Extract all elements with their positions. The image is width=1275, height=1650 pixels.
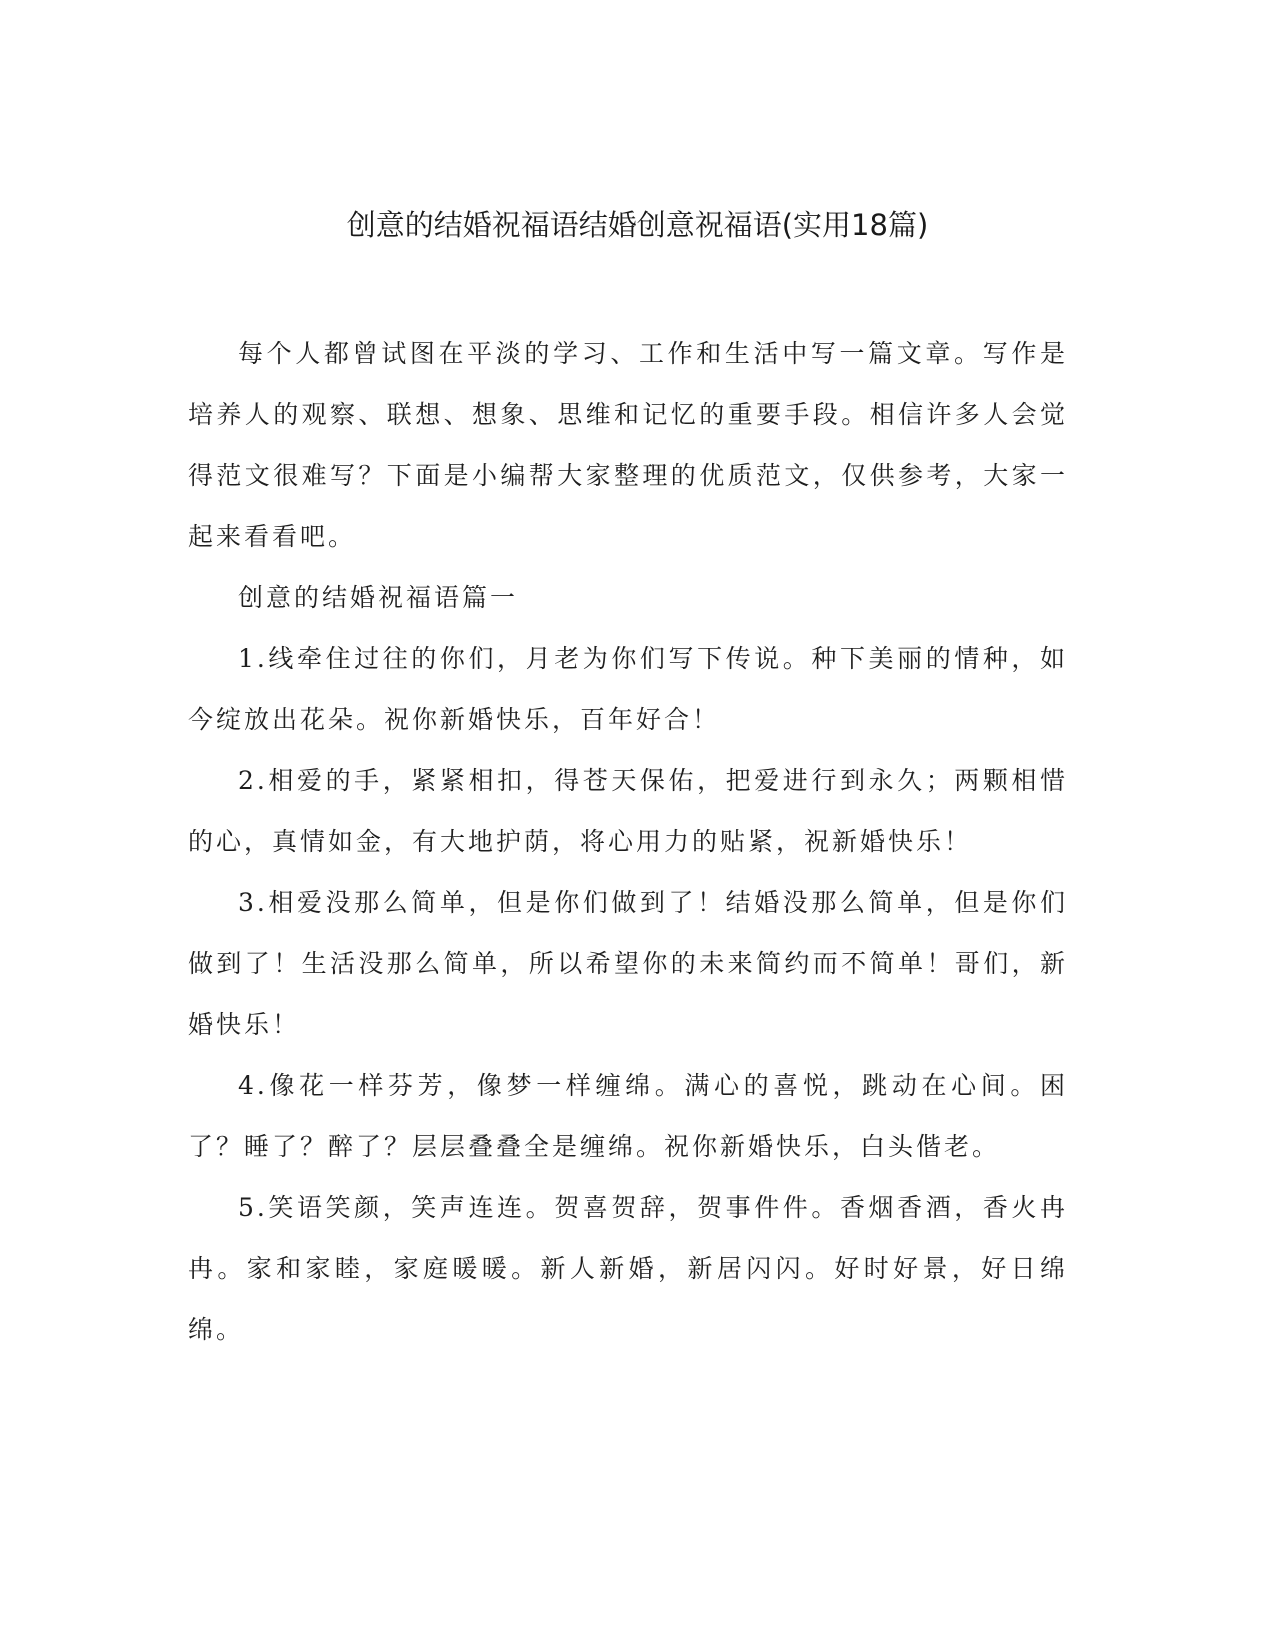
section-heading: 创意的结婚祝福语篇一: [238, 583, 519, 612]
list-item: 3.相爱没那么简单，但是你们做到了！结婚没那么简单，但是你们做到了！生活没那么简单，所以希望你的未来简约而不简单！哥们，新婚快乐！: [188, 888, 1068, 1039]
list-item: 2.相爱的手，紧紧相扣，得苍天保佑，把爱进行到永久；两颗相惜的心，真情如金，有大地护荫，将心用力的贴紧，祝新婚快乐！: [188, 766, 1068, 856]
page-title: 创意的结婚祝福语结婚创意祝福语(实用18篇): [346, 208, 929, 242]
intro-paragraph: 每个人都曾试图在平淡的学习、工作和生活中写一篇文章。写作是培养人的观察、联想、想象、思维和记忆的重要手段。相信许多人会觉得范文很难写？下面是小编帮大家整理的优质范文，仅供参考，大家一起来看看吧。: [188, 339, 1068, 551]
list-item: 4.像花一样芬芳，像梦一样缠绵。满心的喜悦，跳动在心间。困了？睡了？醉了？层层叠叠全是缠绵。祝你新婚快乐，白头偕老。: [188, 1071, 1068, 1161]
list-item: 5.笑语笑颜，笑声连连。贺喜贺辞，贺事件件。香烟香酒，香火冉冉。家和家睦，家庭暖暖。新人新婚，新居闪闪。好时好景，好日绵绵。: [188, 1193, 1068, 1344]
list-item: 1.线牵住过往的你们，月老为你们写下传说。种下美丽的情种，如今绽放出花朵。祝你新婚快乐，百年好合！: [188, 644, 1068, 734]
document-body: [188, 323, 1068, 1360]
